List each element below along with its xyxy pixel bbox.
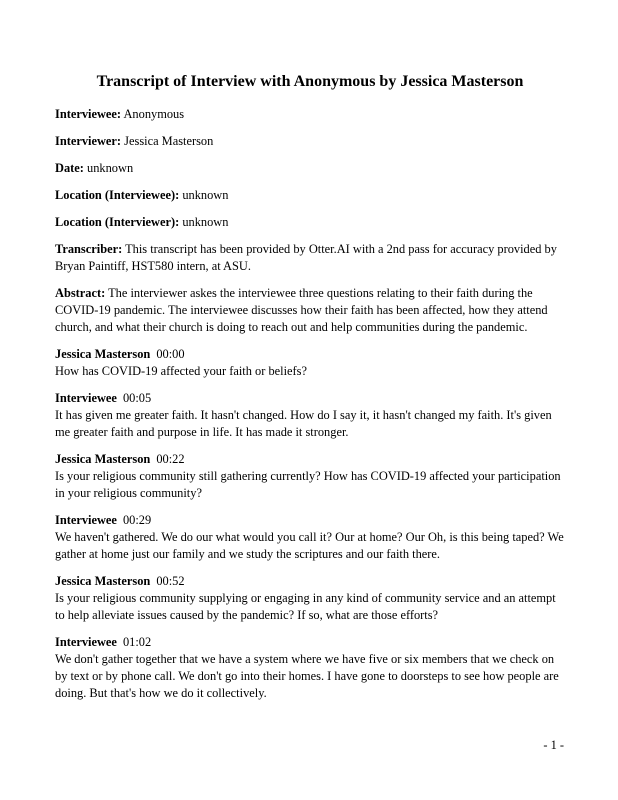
transcriber-label: Transcriber: <box>55 242 123 256</box>
speaker-name: Jessica Masterson <box>55 452 151 466</box>
meta-location-interviewer <box>55 214 565 231</box>
turn-header <box>55 573 565 590</box>
turn-text: How has COVID-19 affected your faith or beliefs? <box>55 364 307 378</box>
timestamp: 00:22 <box>156 452 185 466</box>
abstract-label: Abstract: <box>55 286 106 300</box>
turn-header <box>55 512 565 529</box>
turn-text: Is your religious community still gathering currently? How has COVID-19 affected your participation in your religious community? <box>55 469 561 500</box>
abstract-text: The interviewer askes the interviewee three questions relating to their faith during the COVID-19 pandemic. The interviewee discusses how their faith has been affected, how they attend church, and what their church is doing to reach out and help communities during the pandemic. <box>55 286 548 334</box>
meta-value: unknown <box>182 215 229 229</box>
timestamp: 00:00 <box>156 347 185 361</box>
timestamp: 00:05 <box>122 391 152 405</box>
meta-interviewer <box>55 133 565 150</box>
transcriber-text: This transcript has been provided by Otter.AI with a 2nd pass for accuracy provided by Bryan Paintiff, HST580 intern, at ASU. <box>55 242 557 273</box>
turn-header <box>55 390 565 407</box>
meta-label: Date: <box>55 161 84 175</box>
meta-value: unknown <box>87 161 134 175</box>
transcript-turn <box>55 451 565 502</box>
speaker-name: Jessica Masterson <box>55 574 151 588</box>
turn-text: We don't gather together that we have a system where we have five or six members that we check on by text or by phone call. We don't go into their homes. I have gone to doorsteps to see how people are doing. But that's how we do it collectively. <box>55 652 559 700</box>
meta-interviewee <box>55 106 565 123</box>
speaker-name: Interviewee <box>55 391 117 405</box>
transcript-turn <box>55 390 565 441</box>
page-number: - 1 - <box>543 738 564 752</box>
transcript-turn <box>55 512 565 563</box>
transcriber-paragraph <box>55 241 565 275</box>
abstract-paragraph <box>55 285 565 336</box>
timestamp: 00:52 <box>156 574 185 588</box>
speaker-name: Interviewee <box>55 513 117 527</box>
turn-text: Is your religious community supplying or engaging in any kind of community service and an attempt to help alleviate issues caused by the pandemic? If so, what are those efforts? <box>55 591 556 622</box>
timestamp: 01:02 <box>122 635 152 649</box>
meta-label: Interviewee: <box>55 107 122 121</box>
meta-date <box>55 160 565 177</box>
speaker-name: Jessica Masterson <box>55 347 151 361</box>
meta-location-interviewee <box>55 187 565 204</box>
meta-label: Interviewer: <box>55 134 122 148</box>
transcript-turn <box>55 573 565 624</box>
document-content <box>55 72 565 712</box>
turn-header <box>55 346 565 363</box>
transcript-turn <box>55 634 565 702</box>
speaker-name: Interviewee <box>55 635 117 649</box>
document-title: Transcript of Interview with Anonymous by Jessica Masterson <box>96 73 524 90</box>
turn-header <box>55 634 565 651</box>
turn-text: We haven't gathered. We do our what would you call it? Our at home? Our Oh, is this being taped? We gather at home just our family and we study the scriptures and our faith there. <box>55 530 564 561</box>
meta-label: Location (Interviewee): <box>55 188 180 202</box>
meta-value: Anonymous <box>123 107 185 121</box>
transcript-turn <box>55 346 565 380</box>
meta-value: Jessica Masterson <box>124 134 214 148</box>
turn-text: It has given me greater faith. It hasn't changed. How do I say it, it hasn't changed my faith. It's given me greater faith and purpose in life. It has made it stronger. <box>55 408 552 439</box>
turn-header <box>55 451 565 468</box>
meta-value: unknown <box>182 188 229 202</box>
timestamp: 00:29 <box>122 513 152 527</box>
meta-label: Location (Interviewer): <box>55 215 180 229</box>
